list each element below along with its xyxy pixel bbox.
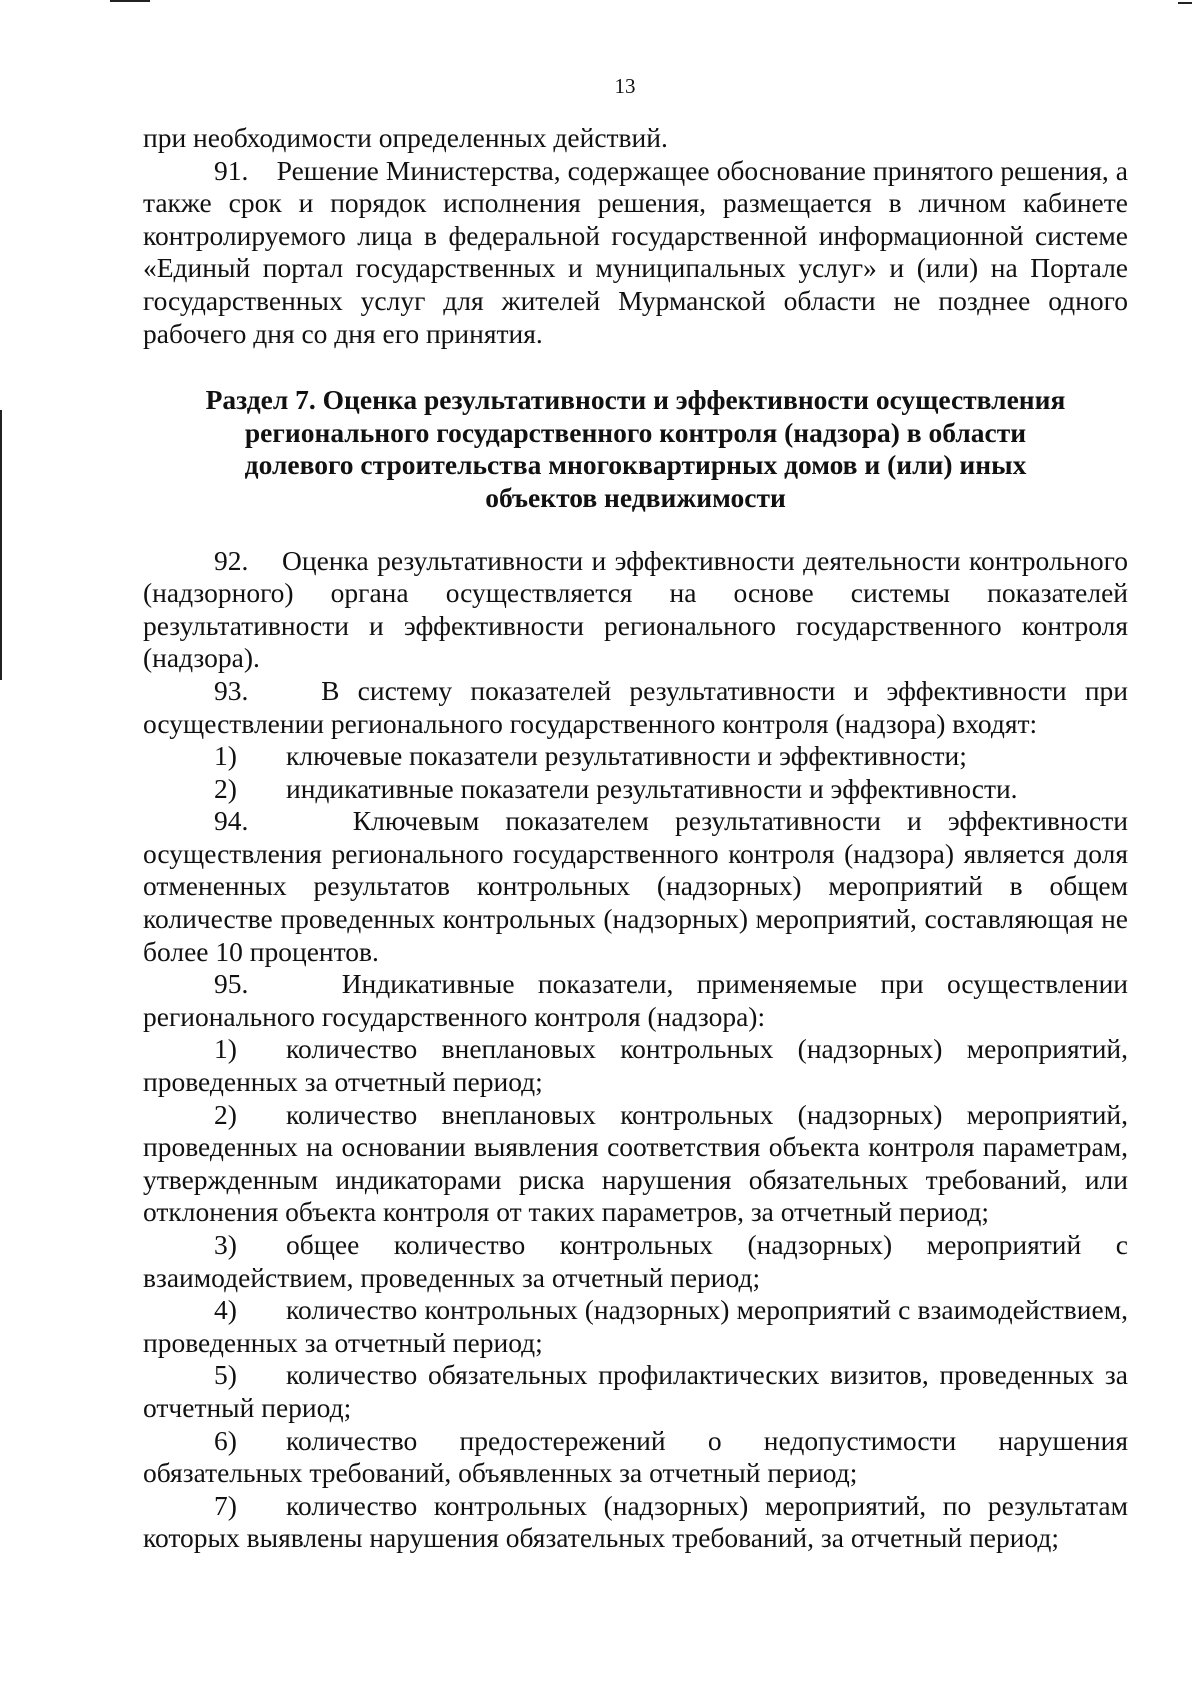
list-item-95-4 (143, 1294, 1128, 1359)
paragraph-continuation: при необходимости определенных действий. (143, 122, 668, 153)
list-item-text: количество контрольных (надзорных) мероприятий, по результатам которых выявлены нарушения обязательных требований, за отчетный период; (143, 1489, 1128, 1554)
paragraph-number: 92. (214, 544, 249, 576)
list-item-text: ключевые показатели результативности и эффективности; (286, 740, 967, 772)
page-number: 13 (614, 74, 636, 98)
list-item-text: количество предостережений о недопустимости нарушения обязательных требований, объявленных за отчетный период; (143, 1424, 1128, 1489)
paragraph-text: В систему показателей результативности и эффективности при осуществлении регионального государственного контроля (надзора) входят: (143, 674, 1129, 739)
paragraph-94 (143, 805, 1128, 968)
list-item-text: общее количество контрольных (надзорных) мероприятий с взаимодействием, проведенных за отчетный период; (143, 1229, 1128, 1293)
list-item-93-2 (143, 773, 1128, 806)
scan-edge-top-right-mark (1178, 2, 1192, 4)
paragraph-number: 94. (214, 805, 249, 837)
list-item-number: 1) (214, 740, 237, 772)
list-item-95-6 (143, 1425, 1128, 1490)
paragraph-text: Решение Министерства, содержащее обоснование принятого решения, а также срок и порядок исполнения решения, размещается в личном кабинете контролируемого лица в федеральной государственной информационной системе «Единый портал государственных и муниципальных услуг» и (или) на Портале государственных услуг для жителей Мурманской области не позднее одного рабочего дня со дня его принятия. (143, 154, 1128, 349)
list-item-number: 4) (214, 1294, 237, 1326)
paragraph-number: 93. (214, 674, 249, 706)
section-heading-line: регионального государственного контроля (надзора) в области (244, 416, 1027, 448)
paragraph-number: 91. (214, 154, 249, 186)
paragraph-text: Ключевым показателем результативности и эффективности осуществления регионального государственного контроля (надзора) является доля отмененных результатов контрольных (надзорных) мероприятий в общем количестве проведенных контрольных (надзорных) мероприятий, составляющая не более 10 процентов. (143, 805, 1128, 967)
list-item-number: 2) (214, 1098, 237, 1130)
paragraph-95 (143, 968, 1128, 1033)
scan-edge-left-line (0, 410, 2, 680)
paragraph-91 (143, 155, 1128, 351)
list-item-95-2 (143, 1099, 1128, 1229)
list-item-text: индикативные показатели результативности и эффективности. (286, 772, 1018, 804)
paragraph-number: 95. (214, 968, 249, 1000)
list-item-text: количество обязательных профилактических визитов, проведенных за отчетный период; (143, 1359, 1128, 1423)
list-item-number: 5) (214, 1359, 237, 1391)
paragraph-92 (143, 545, 1128, 675)
section-heading-line: Раздел 7. Оценка результативности и эффективности осуществления (205, 384, 1066, 416)
section-heading (143, 384, 1128, 514)
section-heading-line: долевого строительства многоквартирных домов и (или) иных (244, 449, 1027, 481)
list-item-93-1 (143, 740, 1128, 773)
paragraph-text: Оценка результативности и эффективности деятельности контрольного (надзорного) органа осуществляется на основе системы показателей результативности и эффективности регионального государственного контроля (надзора). (143, 544, 1129, 674)
list-item-95-1 (143, 1033, 1128, 1098)
list-item-95-7 (143, 1490, 1128, 1555)
scan-edge-top-mark (110, 0, 150, 2)
list-item-text: количество контрольных (надзорных) мероприятий с взаимодействием, проведенных за отчетный период; (143, 1294, 1128, 1358)
list-item-text: количество внеплановых контрольных (надзорных) мероприятий, проведенных за отчетный период; (143, 1033, 1128, 1098)
list-item-number: 2) (214, 772, 237, 804)
list-item-95-5 (143, 1359, 1128, 1424)
list-item-number: 7) (214, 1489, 237, 1521)
list-item-number: 3) (214, 1229, 237, 1260)
list-item-text: количество внеплановых контрольных (надзорных) мероприятий, проведенных на основании выявления соответствия объекта контроля параметрам, утвержденным индикаторами риска нарушения обязательных требований, или отклонения объекта контроля от таких параметров, за отчетный период; (143, 1098, 1128, 1228)
list-item-95-3 (143, 1229, 1128, 1294)
list-item-number: 1) (214, 1033, 237, 1065)
list-item-number: 6) (214, 1424, 237, 1456)
document-body (143, 122, 1128, 1555)
paragraph-93 (143, 675, 1128, 740)
paragraph-text: Индикативные показатели, применяемые при осуществлении регионального государственного контроля (надзора): (143, 968, 1128, 1032)
section-heading-line: объектов недвижимости (485, 481, 786, 513)
